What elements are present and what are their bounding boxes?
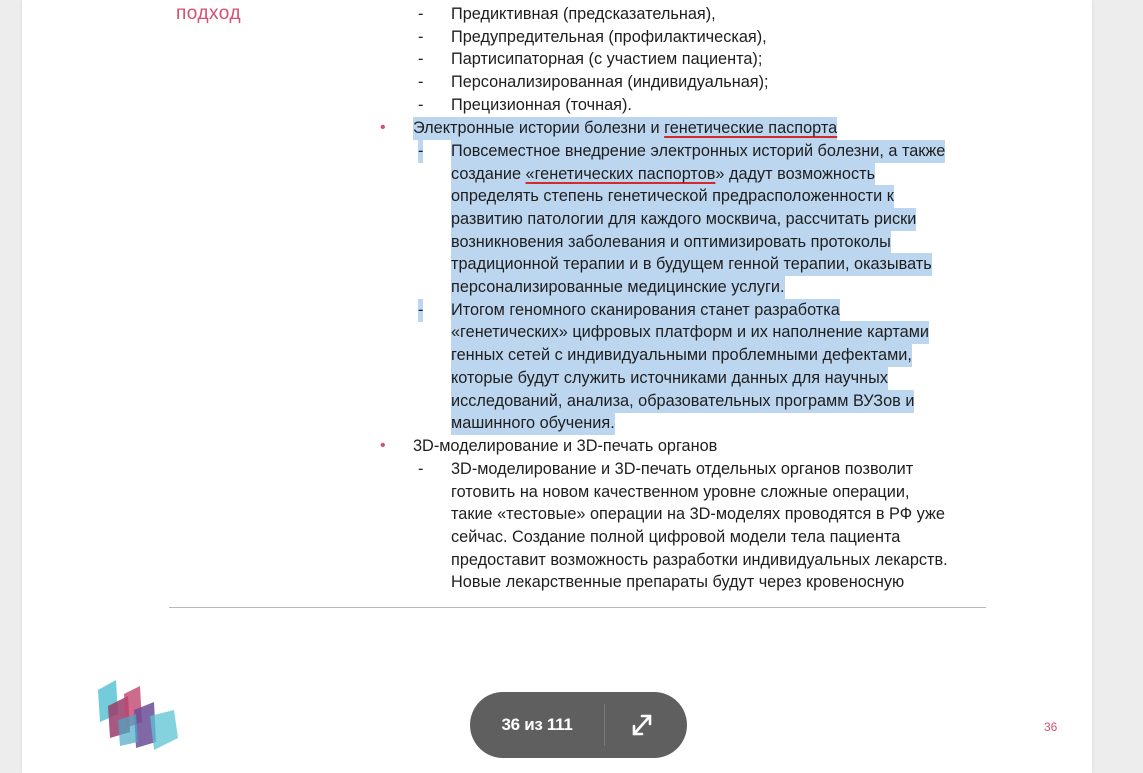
logo-icon <box>94 676 182 754</box>
spellcheck-underline: «генетических паспортов <box>525 165 716 183</box>
divider <box>169 607 986 608</box>
pager-separator <box>604 704 605 746</box>
section-label: подход <box>176 3 242 24</box>
spellcheck-underline: генетические паспорта <box>664 119 838 137</box>
fullscreen-button[interactable] <box>622 708 662 742</box>
bullet-marker: • <box>380 437 386 454</box>
document-page: подход - Предиктивная (предсказательная), - Предупредительная (профилактическая), - Партисипаторная (с участием пациента); - Персонализированная (индивидуальная); - Прецизионная (точная). • Электронные истории болезни и генетические паспорта - Повсеместное внедрение электронных историй болезни, а также создание «генетических паспортов» дадут возможность определять степень генетической предрасположенности к развитию патологии для каждого москвича, рассчитать риски возникновения заболевания и оптимизировать протоколы традиционной терапии и в будущем генной терапии, оказывать персонализированные медицинские услуги. - Итогом геномного сканирования станет разработка «генетических» цифровых платформ и их наполнение картами генных сетей с индивидуальными проблемными дефектами, которые будут служить источниками данных для научных исследований, анализа, образовательных программ ВУЗов и машинного обучения. • 3D-моделирование и 3D-печать органов - 3D-моделирование и 3D-печать отдельных органов позволит готовить на новом качественном уровне сложные операции, такие «тестовые» операции на 3D-моделях проводятся в РФ уже сейчас. Создание полной цифровой модели тела пациента предоставит возможность разработки индивидуальных лекарств. Новые лекарственные препараты будут через кровеносную 36 из 111 36 <box>22 0 1092 773</box>
page-number: 36 <box>1044 720 1058 734</box>
bullet-text: 3D-моделирование и 3D-печать органов <box>413 437 718 455</box>
expand-icon <box>622 708 662 742</box>
bullet-text[interactable]: Электронные истории болезни и генетические паспорта <box>413 117 837 140</box>
bullet-marker: • <box>380 119 386 136</box>
page-navigator <box>470 692 687 758</box>
page-counter[interactable]: 36 из 111 <box>501 715 573 734</box>
